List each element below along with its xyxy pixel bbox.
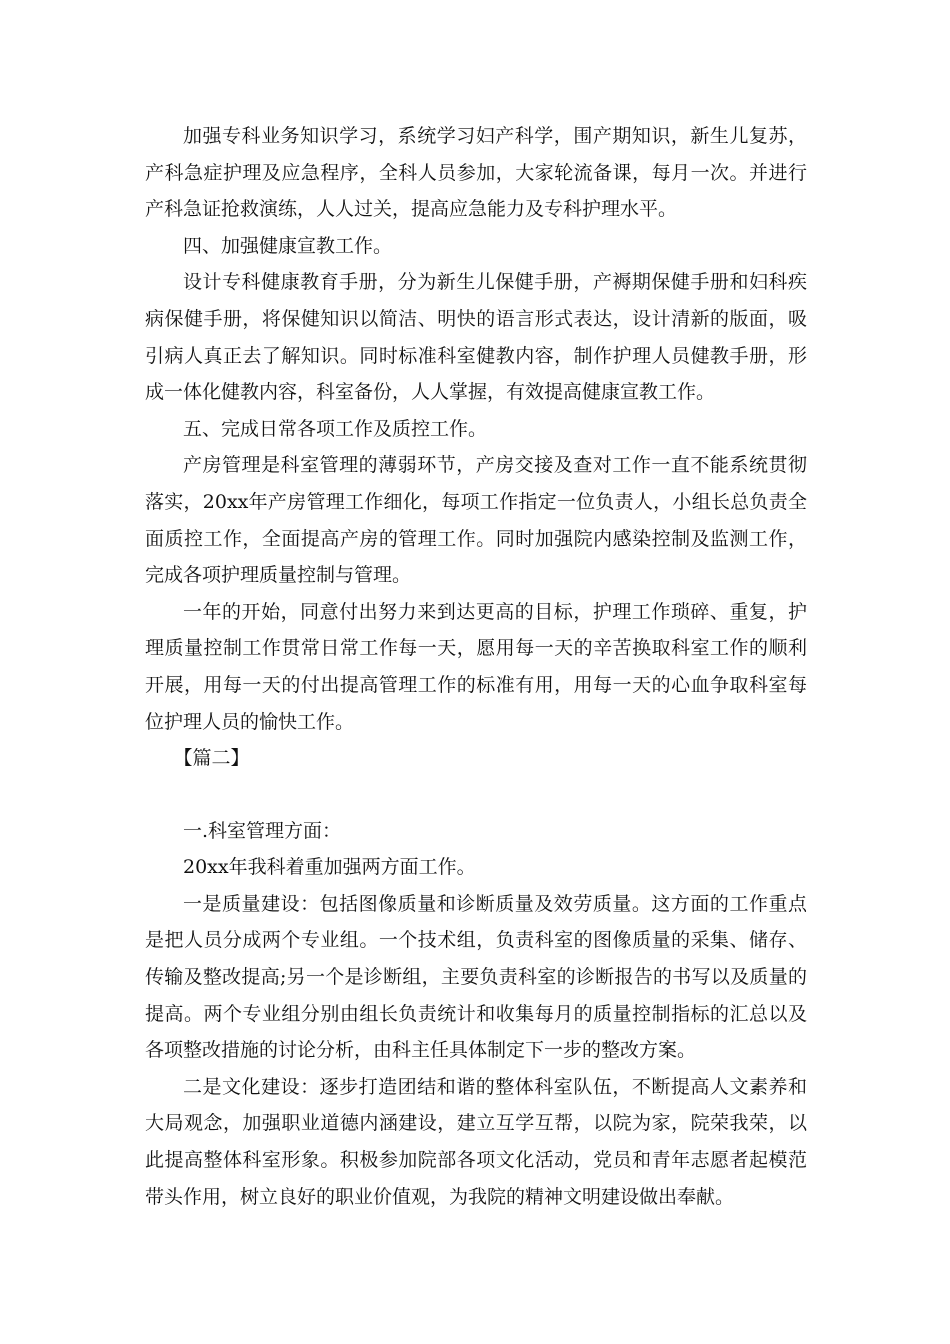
paragraph-year-start: 一年的开始，同意付出努力来到达更高的目标，护理工作琐碎、重复，护理质量控制工作贯常日常工作每一天，愿用每一天的辛苦换取科室工作的顺利开展，用每一天的付出提高管理工作的标准有用，用每一天的心血争取科室每位护理人员的愉快工作。 xyxy=(145,600,807,733)
heading-daily-work-quality: 五、完成日常各项工作及质控工作。 xyxy=(183,417,488,440)
paragraph-culture-building: 二是文化建设：逐步打造团结和谐的整体科室队伍，不断提高人文素养和大局观念，加强职业道德内涵建设，建立互学互帮，以院为家，院荣我荣，以此提高整体科室形象。积极参加院部各项文化活动，党员和青年志愿者起模范带头作用，树立良好的职业价值观，为我院的精神文明建设做出奉献。 xyxy=(145,1075,807,1208)
paragraph-quality-building: 一是质量建设：包括图像质量和诊断质量及效劳质量。这方面的工作重点是把人员分成两个专业组。一个技术组，负责科室的图像质量的采集、储存、传输及整改提高;另一个是诊断组，主要负责科室的诊断报告的书写以及质量的提高。两个专业组分别由组长负责统计和收集每月的质量控制指标的汇总以及各项整改措施的讨论分析，由科主任具体制定下一步的整改方案。 xyxy=(145,892,807,1062)
paragraph-health-manual: 设计专科健康教育手册，分为新生儿保健手册，产褥期保健手册和妇科疾病保健手册，将保健知识以简洁、明快的语言形式表达，设计清新的版面，吸引病人真正去了解知识。同时标准科室健教内容，制作护理人员健教手册，形成一体化健教内容，科室备份，人人掌握，有效提高健康宣教工作。 xyxy=(145,271,807,404)
paragraph-delivery-room: 产房管理是科室管理的薄弱环节，产房交接及查对工作一直不能系统贯彻落实，20xx年产房管理工作细化，每项工作指定一位负责人，小组长总负责全面质控工作，全面提高产房的管理工作。同时加强院内感染控制及监测工作，完成各项护理质量控制与管理。 xyxy=(145,454,807,587)
paragraph-specialty-study: 加强专科业务知识学习，系统学习妇产科学，围产期知识，新生儿复苏，产科急症护理及应急程序，全科人员参加，大家轮流备课，每月一次。并进行产科急证抢救演练，人人过关，提高应急能力及专科护理水平。 xyxy=(145,125,807,221)
document-page xyxy=(145,118,807,1215)
heading-department-management: 一.科室管理方面： xyxy=(183,819,342,842)
heading-health-education: 四、加强健康宣教工作。 xyxy=(183,234,393,257)
section-marker-part-two: 【篇二】 xyxy=(173,747,250,770)
heading-two-aspects: 20xx年我科着重加强两方面工作。 xyxy=(183,856,476,879)
section-spacer xyxy=(145,777,807,813)
